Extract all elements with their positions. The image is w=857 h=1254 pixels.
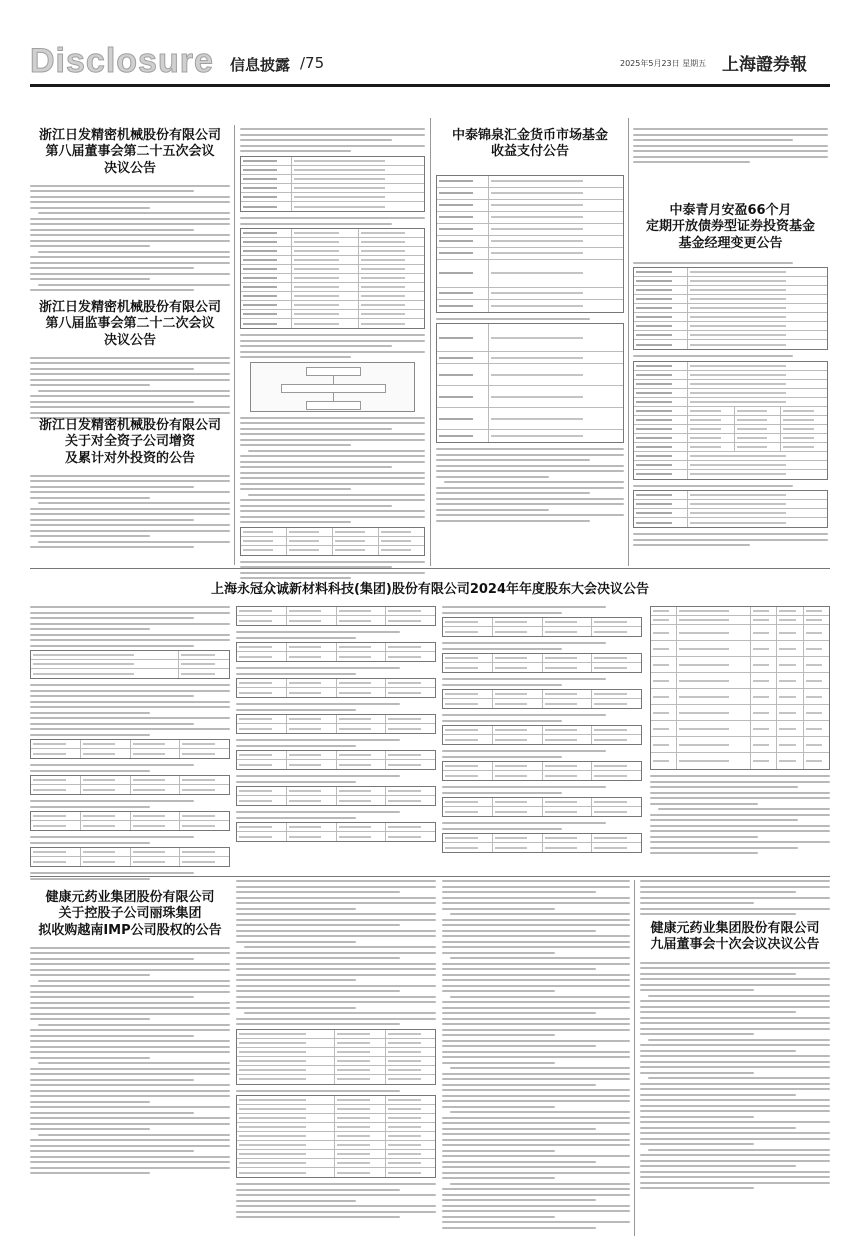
section-title: 信息披露 — [230, 56, 291, 74]
page-number: /75 — [300, 54, 325, 72]
newspaper-brand: 上海證券報 — [722, 55, 807, 75]
subsidiary-table — [240, 527, 425, 556]
notice-jiankangyuan-board — [640, 880, 830, 1193]
notice-title: 中泰锦泉汇金货币市场基金 收益支付公告 — [451, 128, 608, 160]
vote-table — [236, 786, 436, 806]
masthead-rule — [30, 84, 830, 87]
vote-table — [236, 606, 436, 626]
notice-yongguan-agm — [30, 582, 830, 598]
vote-table — [442, 689, 642, 709]
vote-table — [236, 678, 436, 698]
notice-title: 浙江日发精密机械股份有限公司 第八届监事会第二十二次会议 决议公告 — [38, 300, 221, 348]
notice-title: 浙江日发精密机械股份有限公司 第八届董事会第二十五次会议 决议公告 — [38, 128, 221, 176]
income-payment-table — [436, 323, 624, 443]
section-divider — [30, 568, 830, 569]
vote-table — [442, 797, 642, 817]
financial-data-table — [240, 228, 425, 329]
notice-rifa-investment — [30, 418, 230, 552]
column-divider — [234, 125, 235, 565]
notice-title: 中泰青月安盈66个月 定期开放债券型证券投资基金 基金经理变更公告 — [645, 203, 815, 251]
vote-table — [236, 750, 436, 770]
notice-rifa-board — [30, 128, 230, 295]
fund-manager-table — [633, 267, 828, 350]
vote-table — [442, 761, 642, 781]
notice-rifa-continued — [240, 128, 425, 583]
jiankangyuan-col-2 — [236, 880, 436, 1222]
column-divider — [634, 880, 635, 1236]
company-info-table — [240, 156, 425, 212]
issue-date: 2025年5月23日 星期五 — [620, 59, 707, 68]
notice-title: 上海永冠众诚新材料科技(集团)股份有限公司2024年年度股东大会决议公告 — [210, 582, 650, 597]
vote-table — [442, 725, 642, 745]
vote-table — [236, 642, 436, 662]
vote-table — [236, 822, 436, 842]
attendance-table — [30, 650, 230, 679]
notice-title: 浙江日发精密机械股份有限公司 关于对全资子公司增资 及累计对外投资的公告 — [38, 418, 221, 466]
notice-title: 健康元药业集团股份有限公司 关于控股子公司丽珠集团 拟收购越南IMP公司股权的公告 — [38, 890, 222, 938]
yongguan-col-2 — [236, 606, 436, 842]
ownership-structure-diagram — [240, 362, 425, 412]
yongguan-col-4 — [650, 606, 830, 858]
target-financials-table — [236, 1095, 436, 1178]
section-divider — [30, 876, 830, 877]
yongguan-col-3 — [442, 606, 642, 853]
new-manager-table — [633, 361, 828, 480]
notice-zhongtai-bond-fund — [633, 128, 828, 550]
vote-table — [30, 811, 230, 831]
vote-table — [442, 653, 642, 673]
vote-table — [30, 847, 230, 867]
masthead — [0, 40, 857, 88]
fund-basic-info-table — [436, 175, 624, 313]
jiankangyuan-col-3 — [442, 880, 630, 1232]
vote-table — [442, 833, 642, 853]
notice-zhongtai-money-fund — [436, 128, 624, 525]
notice-title: 健康元药业集团股份有限公司 九届董事会十次会议决议公告 — [650, 921, 820, 953]
column-divider — [628, 118, 629, 566]
vote-table — [442, 617, 642, 637]
vote-table — [30, 739, 230, 759]
section-logo: Disclosure — [30, 42, 214, 80]
yongguan-col-1 — [30, 606, 230, 883]
shareholding-table — [236, 1029, 436, 1085]
notice-jiankangyuan-acquisition — [30, 890, 230, 1178]
leaving-manager-table — [633, 490, 828, 528]
notice-rifa-supervisors — [30, 300, 230, 423]
column-divider — [430, 118, 431, 566]
vote-table — [30, 775, 230, 795]
cumulative-vote-table — [650, 606, 830, 770]
vote-table — [236, 714, 436, 734]
